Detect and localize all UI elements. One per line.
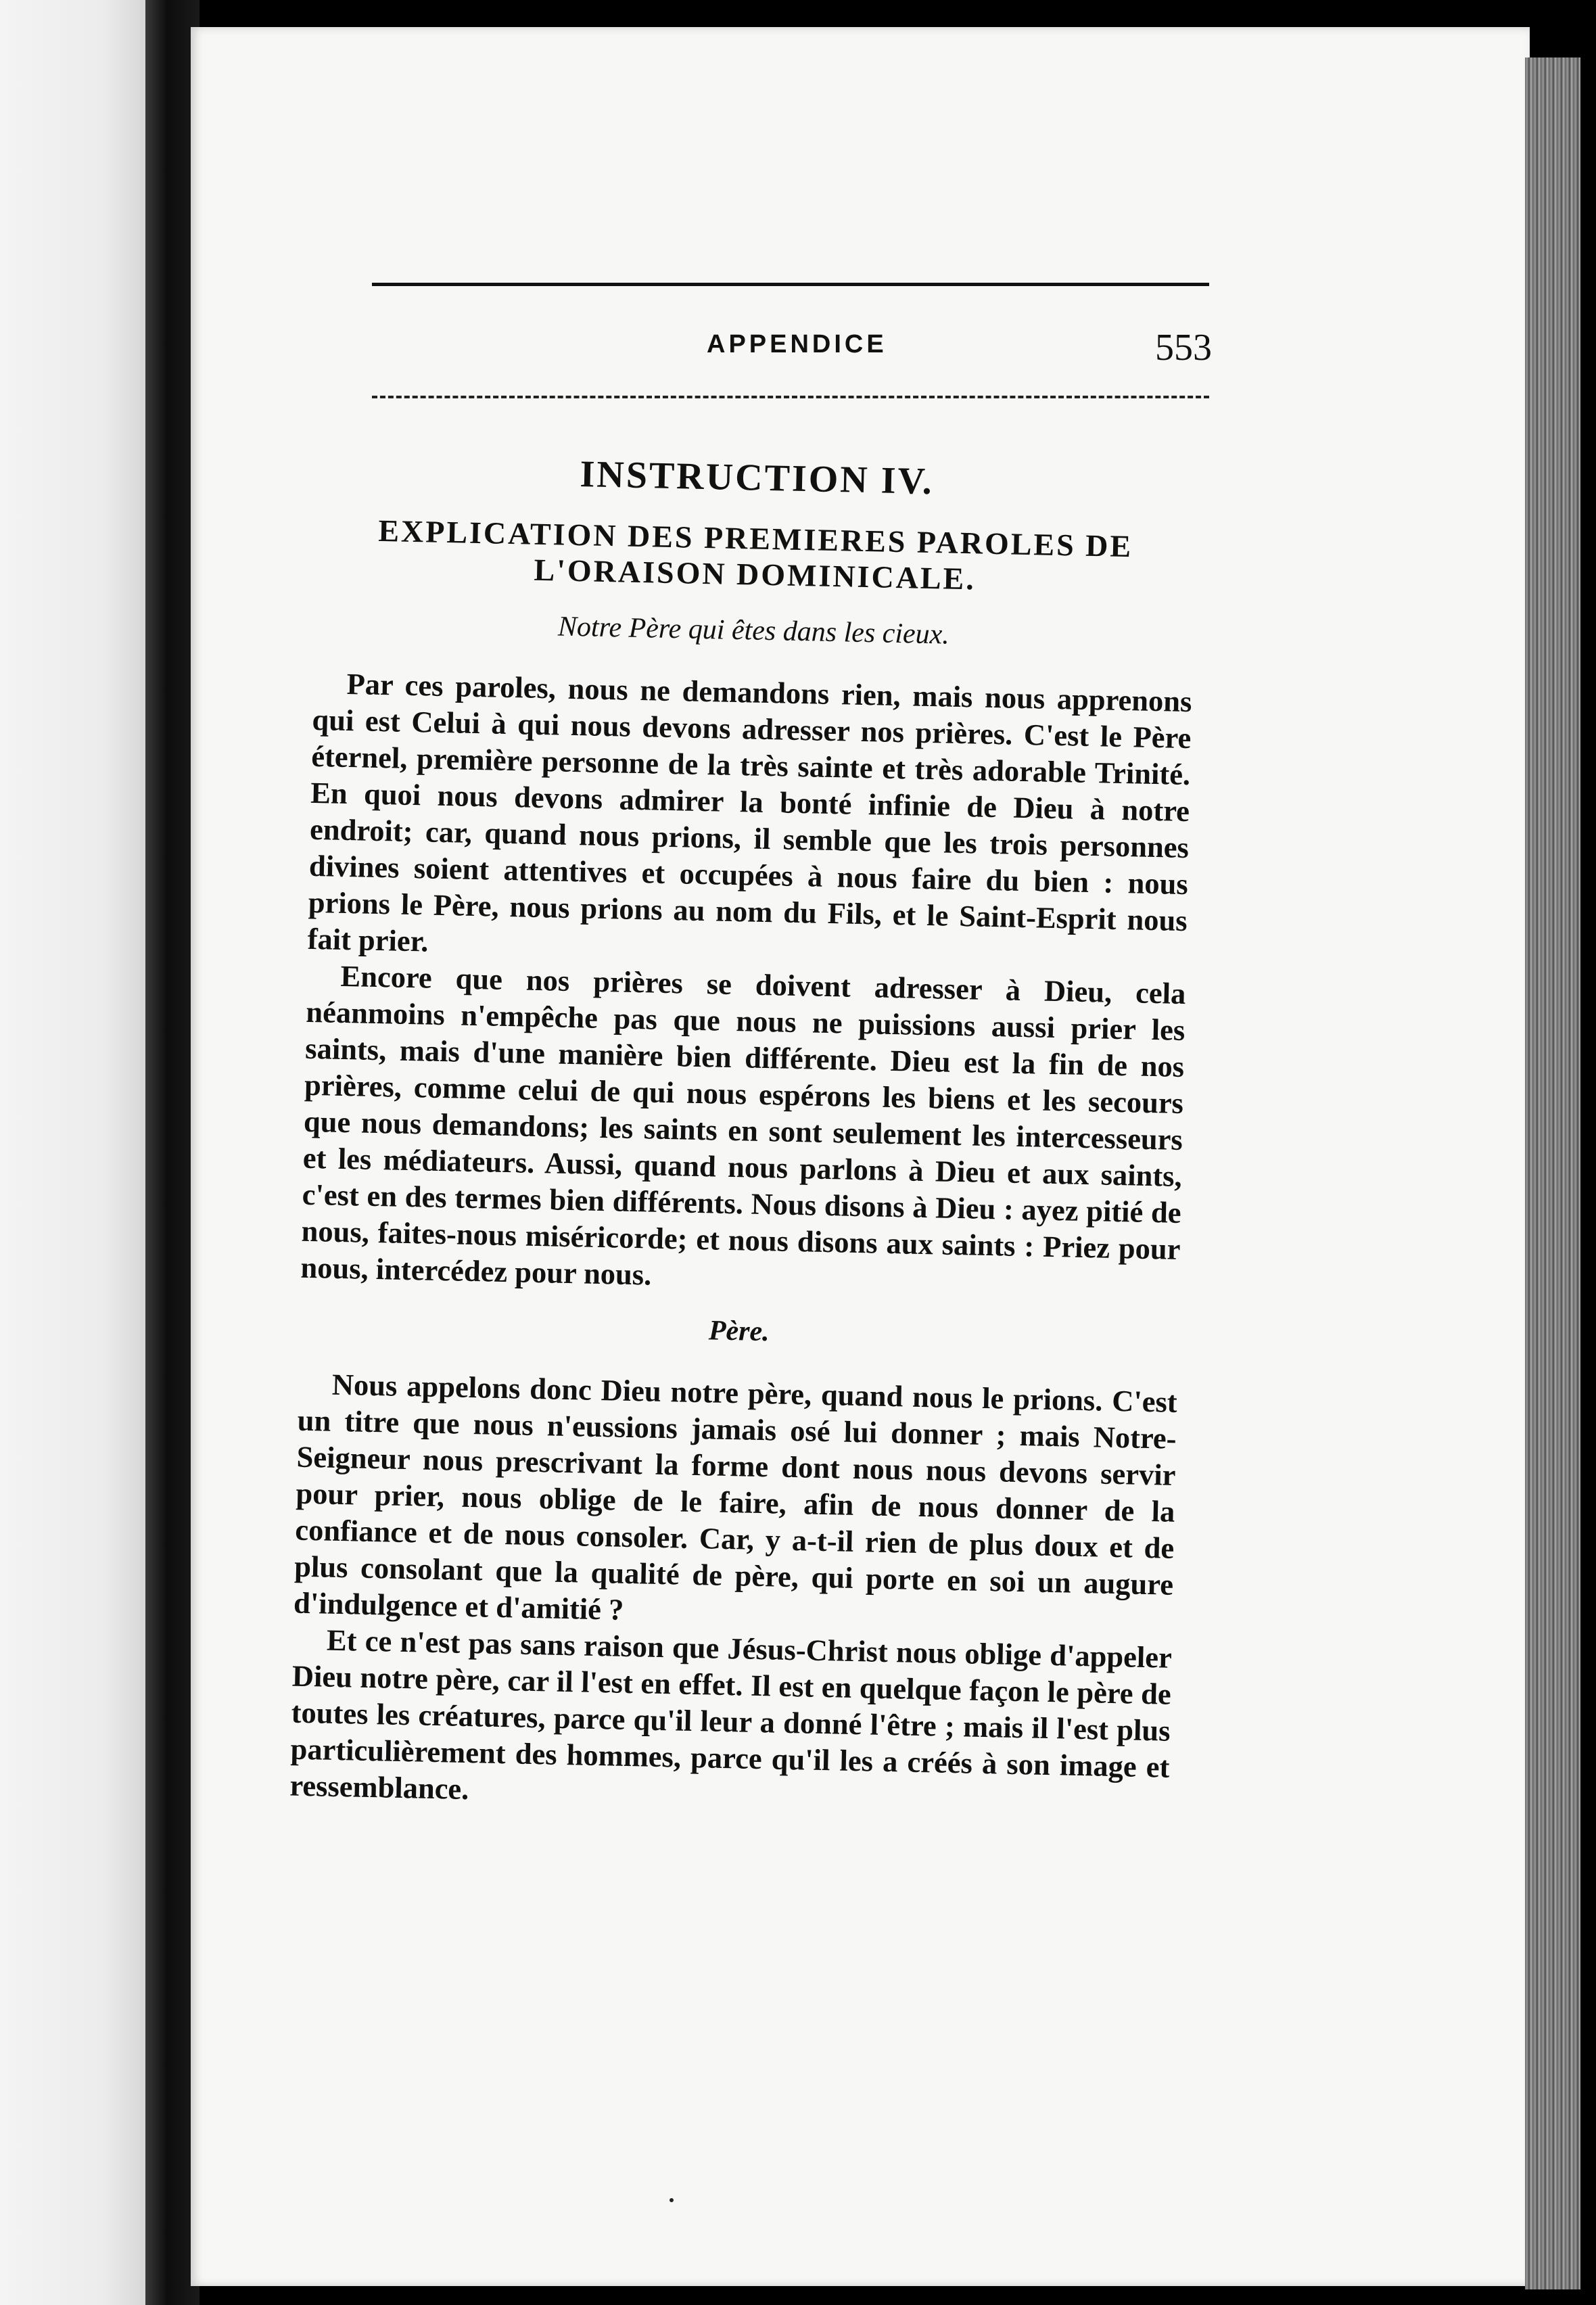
page-fore-edge xyxy=(1525,57,1580,2289)
subsection-heading: Père. xyxy=(708,1315,770,1348)
section-title: INSTRUCTION IV. xyxy=(579,453,935,503)
header-rule-top xyxy=(372,283,1209,286)
subtitle-line-2: L'ORAISON DOMINICALE. xyxy=(533,552,977,597)
running-head: APPENDICE xyxy=(707,330,887,358)
section-subtitle xyxy=(315,512,1196,602)
paragraph: Et ce n'est pas sans raison que Jésus-Christ nous oblige d'appeler Dieu notre père, car il l'est en effet. Il est en quelque façon le père de toutes les créatures, parce qu'il leur a donné l'être ; mais il l'est plus particulièrement des hommes, parce qu'il les a créés à son image et ressemblance. xyxy=(289,1623,1173,1807)
paragraph: Nous appelons donc Dieu notre père, quand nous le prions. C'est un titre que nous n'eussions jamais osé lui donner ; mais Notre-Seigneur nous prescrivant la forme dont nous nous devons servir pour prier, nous oblige de le faire, afin de nous donner de la confiance et de nous consoler. Car, y a-t-il rien de plus doux et de plus consolant que la qualité de père, qui porte en soi un augure d'indulgence et d'amitié ? xyxy=(293,1367,1178,1627)
page-body xyxy=(289,446,1197,1822)
subtitle-line-1: EXPLICATION DES PREMIERES PAROLES DE xyxy=(377,513,1133,564)
epigraph: Notre Père qui êtes dans les cieux. xyxy=(557,611,950,651)
paragraph: Encore que nos prières se doivent adresser à Dieu, cela néanmoins n'empêche pas que nous ne puissions aussi prier les saints, mais d'une manière bien différente. Dieu est la fin de nos prières, comme celui de qui nous espérons les biens et les secours que nous demandons; les saints en sont seulement les intercesseurs et les médiateurs. Aussi, quand nous parlons à Dieu et aux saints, c'est en des termes bien différents. Nous disons à Dieu : ayez pitié de nous, faites-nous miséricorde; et nous disons aux saints : Priez pour nous, intercédez pour nous. xyxy=(300,958,1186,1292)
scan-border xyxy=(1580,0,1596,2305)
header-rule-bottom xyxy=(372,396,1209,398)
paragraph: Par ces paroles, nous ne demandons rien, mais nous apprenons qui est Celui à qui nous devons adresser nos prières. C'est le Père éternel, première personne de la très sainte et très adorable Trinité. En quoi nous devons admirer la bonté infinie de Dieu à notre endroit; car, quand nous prions, il semble que les trois personnes divines soient attentives et occupées à nous faire du bien : nous prions le Père, nous prions au nom du Fils, et le Saint-Esprit nous fait prier. xyxy=(307,666,1192,958)
facing-page-edge xyxy=(0,0,145,2305)
scan-speck xyxy=(670,2198,674,2202)
page-number: 553 xyxy=(1155,327,1212,369)
